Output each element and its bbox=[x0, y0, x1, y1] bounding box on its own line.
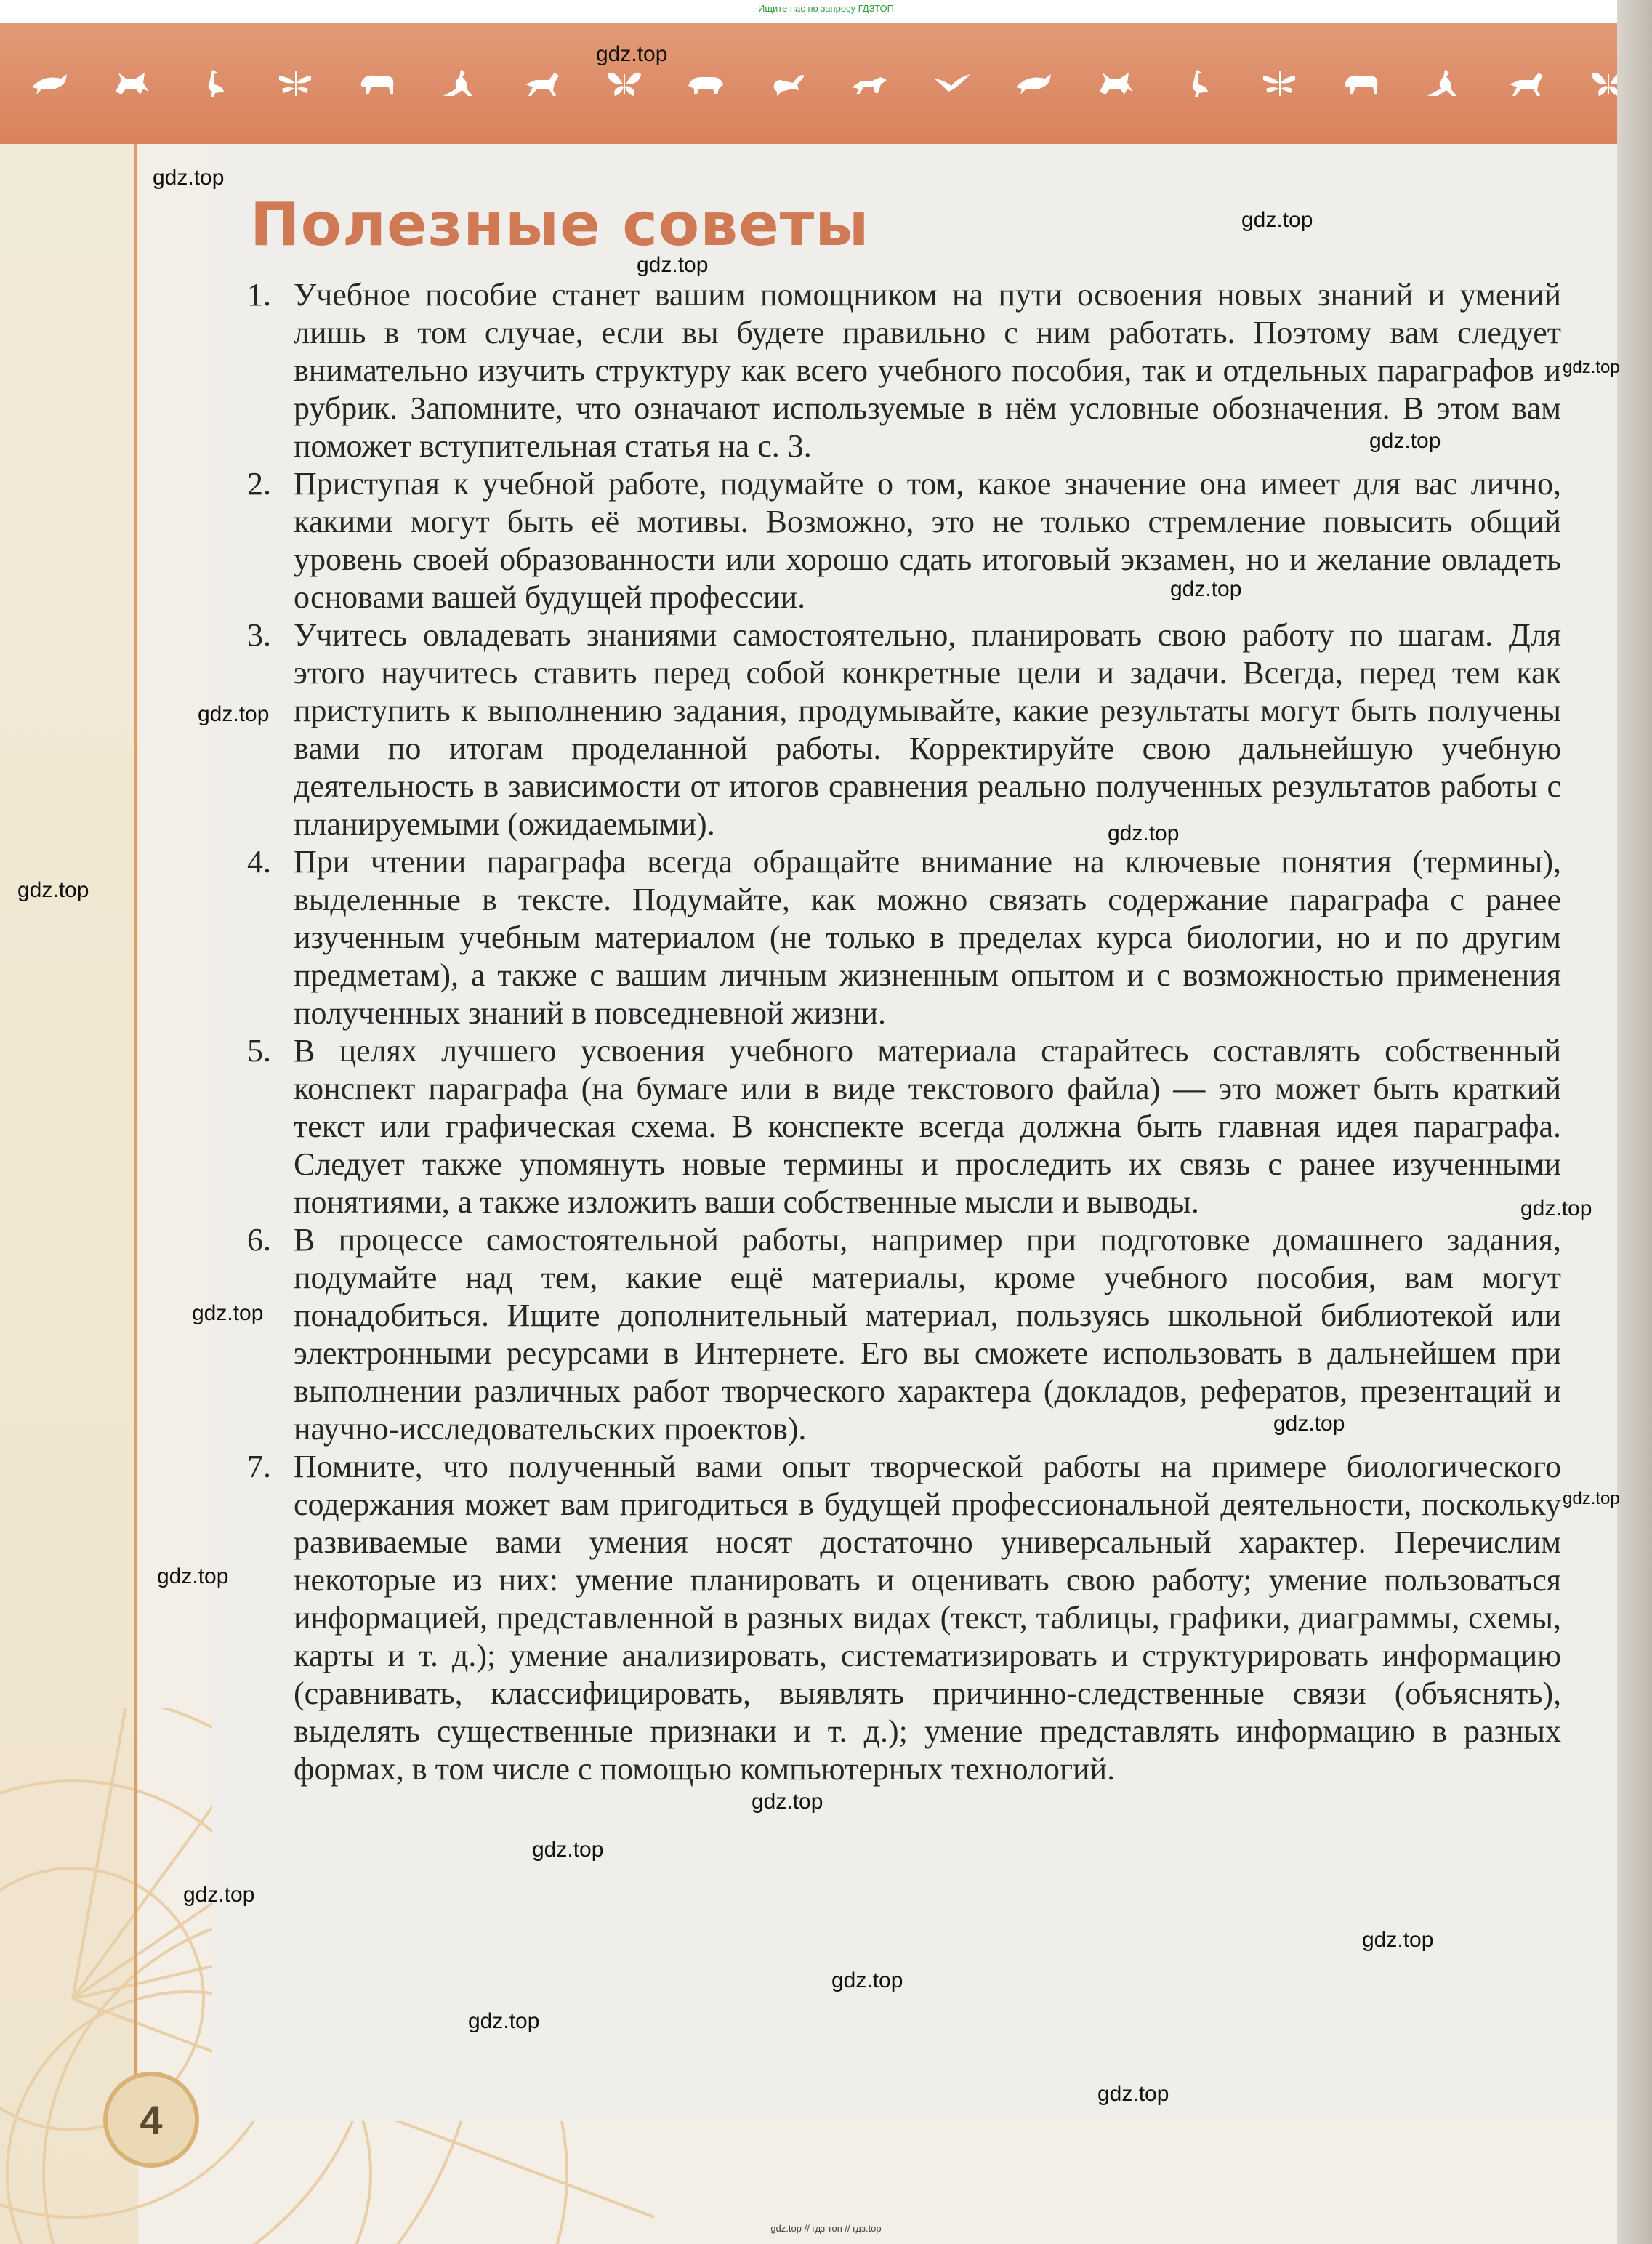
wolf-icon bbox=[849, 67, 890, 99]
insect-icon bbox=[275, 67, 315, 99]
tip-text: В процессе самостоятельной работы, например при подготовке домашнего задания, подумайте над тем, какие ещё материалы, кроме учебного пособия, вам могут понадобиться. Ищите дополнительный материал, пользуясь школьной библиотекой или электронными ресурсами в Интернете. Его вы сможете использовать в дальнейшем при выполнении различных работ творческого характера (докладов, рефератов, презентаций и научно-исследовательских проектов). bbox=[294, 1222, 1561, 1447]
tip-item bbox=[247, 465, 1561, 616]
kangaroo-icon bbox=[439, 67, 480, 99]
watermark: gdz.top bbox=[532, 1838, 604, 1862]
margin-line bbox=[134, 144, 137, 2107]
bison-icon bbox=[1341, 67, 1382, 99]
dolphin-icon bbox=[1013, 67, 1054, 99]
watermark: gdz.top bbox=[1520, 1197, 1592, 1220]
dolphin-icon bbox=[29, 67, 70, 99]
butterfly-icon bbox=[603, 67, 644, 99]
kangaroo-icon bbox=[1423, 67, 1464, 99]
page-number: 4 bbox=[103, 2072, 199, 2168]
header-banner bbox=[0, 23, 1652, 144]
watermark: gdz.top bbox=[153, 166, 225, 190]
watermark: gdz.top bbox=[831, 1968, 903, 1992]
scorpion-icon bbox=[767, 67, 807, 99]
watermark: gdz.top bbox=[1273, 1412, 1345, 1436]
watermark: gdz.top bbox=[1563, 1489, 1620, 1508]
tip-text: При чтении параграфа всегда обращайте внимание на ключевые понятия (термины), выделенные в тексте. Подумайте, как можно связать содержание параграфа с ранее изученным учебным материалом (не только в пределах курса биологии, но и по другим предметам), а также с вашим личным жизненным опытом и с возможностью применения полученных знаний в повседневной жизни. bbox=[294, 844, 1561, 1031]
top-note: Ищите нас по запросу ГДЗТОП bbox=[757, 3, 894, 14]
tip-number: 6. bbox=[247, 1222, 271, 1258]
watermark: gdz.top bbox=[1097, 2082, 1169, 2106]
bison-icon bbox=[357, 67, 398, 99]
footer-note: gdz.top // гдз топ // гдз.top bbox=[770, 2223, 882, 2234]
heron-icon bbox=[1177, 67, 1218, 99]
watermark: gdz.top bbox=[157, 1564, 229, 1588]
watermark: gdz.top bbox=[17, 878, 89, 902]
horse-icon bbox=[1505, 67, 1546, 99]
fox-icon bbox=[1095, 67, 1136, 99]
watermark: gdz.top bbox=[637, 253, 709, 277]
tip-item bbox=[247, 1032, 1561, 1221]
watermark: gdz.top bbox=[192, 1301, 264, 1325]
tip-text: Помните, что полученный вами опыт творческой работы на примере биологического содержания может вам пригодиться в будущей профессиональной деятельности, поскольку развиваемые вами умения носят достаточно универсальный характер. Перечислим некоторые из них: умение планировать и оценивать свою работу; умение пользоваться информацией, представленной в разных видах (текст, таблицы, графики, диаграммы, схемы, карты и т. д.); умение анализировать, систематизировать и структурировать информацию (сравнивать, классифицировать, выявлять причинно-следственные связи (объяснять), выделять существенные признаки и т. д.); умение представлять информацию в разных формах, в том числе с помощью компьютерных технологий. bbox=[294, 1449, 1561, 1787]
watermark: gdz.top bbox=[752, 1790, 823, 1814]
tip-item bbox=[247, 843, 1561, 1032]
watermark: gdz.top bbox=[1563, 358, 1620, 377]
tip-item bbox=[247, 1448, 1561, 1788]
watermark: gdz.top bbox=[596, 42, 668, 66]
watermark: gdz.top bbox=[1170, 577, 1242, 601]
tips-list bbox=[247, 276, 1561, 1788]
horse-icon bbox=[521, 67, 562, 99]
tip-number: 1. bbox=[247, 277, 271, 313]
watermark: gdz.top bbox=[183, 1883, 255, 1907]
animal-icon-row bbox=[29, 67, 1628, 125]
tip-number: 4. bbox=[247, 844, 271, 880]
boar-icon bbox=[685, 67, 726, 99]
tip-text: Учебное пособие станет вашим помощником на пути освоения новых знаний и умений лишь в том случае, если вы будете правильно с ним работать. Поэтому вам следует внимательно изучить структуру как всего учебного пособия, так и отдельных параграфов и рубрик. Запомните, что означают используемые в нём условные обозначения. В этом вам поможет вступительная статья на с. 3. bbox=[294, 277, 1561, 464]
tip-number: 3. bbox=[247, 617, 271, 653]
watermark: gdz.top bbox=[1369, 429, 1441, 453]
tip-item bbox=[247, 1221, 1561, 1448]
heron-icon bbox=[193, 67, 234, 99]
tip-text: В целях лучшего усвоения учебного материала старайтесь составлять собственный конспект параграфа (на бумаге или в виде текстового файла) — это может быть краткий текст или графическая схема. В конспекте всегда должна быть главная идея параграфа. Следует также упомянуть новые термины и проследить их связь с ранее изученными понятиями, а также изложить ваши собственные мысли и выводы. bbox=[294, 1033, 1561, 1220]
watermark: gdz.top bbox=[1362, 1928, 1434, 1952]
tip-number: 5. bbox=[247, 1033, 271, 1069]
page-title: Полезные советы bbox=[250, 190, 870, 260]
tip-number: 7. bbox=[247, 1449, 271, 1484]
tip-item bbox=[247, 616, 1561, 843]
watermark: gdz.top bbox=[468, 2009, 540, 2033]
tip-text: Учитесь овладевать знаниями самостоятельно, планировать свою работу по шагам. Для этого научитесь ставить перед собой конкретные цели и задачи. Всегда, перед тем как приступить к выполнению задания, продумывайте, какие результаты могут быть получены вами по итогам проделанной работы. Корректируйте свою дальнейшую учебную деятельность в зависимости от итогов сравнения реально полученных результатов работы с планируемыми (ожидаемыми). bbox=[294, 617, 1561, 842]
tip-item bbox=[247, 276, 1561, 465]
tip-number: 2. bbox=[247, 466, 271, 502]
watermark: gdz.top bbox=[1241, 208, 1313, 232]
insect-icon bbox=[1259, 67, 1300, 99]
watermark: gdz.top bbox=[1108, 821, 1180, 845]
bird-icon bbox=[931, 67, 972, 99]
page-fold-shadow bbox=[1617, 0, 1652, 2244]
fox-icon bbox=[111, 67, 152, 99]
tip-text: Приступая к учебной работе, подумайте о том, какое значение она имеет для вас лично, какими могут быть её мотивы. Возможно, это не только стремление повысить общий уровень своей образованности или хорошо сдать итоговый экзамен, но и желание овладеть основами вашей будущей профессии. bbox=[294, 466, 1561, 615]
watermark: gdz.top bbox=[198, 702, 270, 726]
